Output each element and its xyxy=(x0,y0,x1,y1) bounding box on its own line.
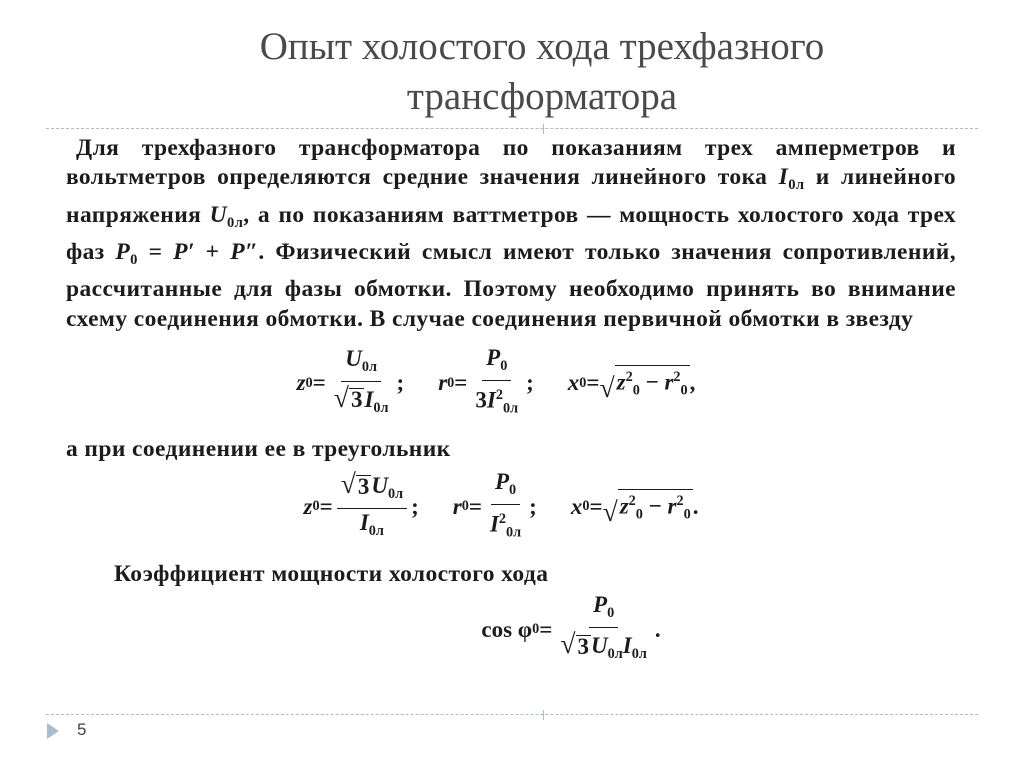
subscript-0: 0 xyxy=(632,382,640,399)
radicand-3: 3 xyxy=(577,633,590,659)
plus-sign: + xyxy=(194,239,231,266)
fraction-r0-star xyxy=(471,346,522,421)
symbol-U: U xyxy=(345,345,362,371)
subscript-0l: 0л xyxy=(373,399,389,416)
superscript-2: 2 xyxy=(628,492,636,509)
subscript-0: 0 xyxy=(532,621,540,638)
period: . xyxy=(654,616,661,642)
equals-sign: = xyxy=(468,493,482,519)
symbol-I: I xyxy=(359,510,369,536)
fraction-r0-delta xyxy=(486,470,525,545)
symbol-r: r xyxy=(667,493,677,519)
symbol-I: I xyxy=(778,164,789,191)
radicand-3: 3 xyxy=(350,387,363,413)
symbol-z: z xyxy=(619,493,629,519)
symbol-r: r xyxy=(438,370,448,396)
symbol-P-prime: P′ xyxy=(173,239,195,266)
radical-sign: √ xyxy=(340,468,356,500)
subscript-0: 0 xyxy=(607,605,615,622)
symbol-P: P xyxy=(593,592,608,618)
semicolon: ; xyxy=(411,493,419,519)
coefficient-3: 3 xyxy=(475,387,487,413)
symbol-P-double-prime: P″ xyxy=(230,239,259,266)
comma: , xyxy=(689,370,696,396)
para-text-2: и линейного напряжения xyxy=(66,164,956,228)
symbol-U: U xyxy=(209,201,228,228)
symbol-r: r xyxy=(664,369,674,395)
radical-sign: √ xyxy=(333,381,349,413)
subscript-0: 0 xyxy=(509,481,517,498)
symbol-x: x xyxy=(570,493,583,519)
subscript-0: 0 xyxy=(635,506,643,523)
superscript-2: 2 xyxy=(498,510,507,527)
subscript-0: 0 xyxy=(461,498,469,515)
sqrt-z2-r2 xyxy=(599,365,689,402)
symbol-I: I xyxy=(364,386,374,412)
radical-sign: √ xyxy=(599,371,615,403)
semicolon: ; xyxy=(526,370,534,396)
sqrt-3 xyxy=(333,381,365,413)
subscript-0l: 0л xyxy=(387,486,404,503)
para-text-3: , а по показаниям ваттметров — мощность холостого хода трех фаз xyxy=(66,201,956,266)
sqrt-z2-r2 xyxy=(603,489,693,526)
equals-sign: = xyxy=(589,493,603,519)
triangle-bullet-icon xyxy=(47,723,59,739)
fraction-cos-phi xyxy=(556,593,650,666)
semicolon: ; xyxy=(396,370,405,396)
slide-title xyxy=(112,22,972,122)
subscript-0l: 0л xyxy=(368,523,384,540)
power-factor-intro: Коэффициент мощности холостого хода xyxy=(114,561,549,588)
scanned-text-block xyxy=(66,134,966,666)
subscript-0: 0 xyxy=(130,252,138,269)
bottom-divider xyxy=(46,714,978,715)
equals-sign: = xyxy=(454,370,468,396)
fraction-z0-star xyxy=(330,347,393,420)
subscript-0l: 0л xyxy=(506,524,522,541)
subscript-0l: 0л xyxy=(788,177,805,194)
minus-sign: − xyxy=(642,493,668,519)
cos-phi: cos φ xyxy=(481,616,533,642)
subscript-0: 0 xyxy=(305,374,313,391)
sqrt-3 xyxy=(341,470,372,498)
radical-sign: √ xyxy=(560,628,576,660)
minus-sign: − xyxy=(639,369,665,395)
formula-power-factor xyxy=(176,593,966,666)
period: . xyxy=(692,493,699,519)
symbol-z: z xyxy=(303,493,313,519)
superscript-2: 2 xyxy=(673,369,681,386)
subscript-0l: 0л xyxy=(502,400,519,417)
symbol-U: U xyxy=(591,633,608,659)
symbol-P: P xyxy=(486,345,501,371)
symbol-x: x xyxy=(567,370,580,396)
fraction-z0-delta xyxy=(337,470,407,543)
subscript-0: 0 xyxy=(500,358,508,375)
symbol-z: z xyxy=(296,370,306,396)
subscript-0: 0 xyxy=(312,498,320,515)
top-divider xyxy=(46,128,978,129)
radicand-3: 3 xyxy=(357,473,370,499)
equals-sign: = xyxy=(539,616,553,642)
subscript-0l: 0л xyxy=(607,646,623,663)
formula-delta xyxy=(36,470,966,545)
subscript-0l: 0л xyxy=(361,358,378,375)
formula-star xyxy=(26,346,966,421)
symbol-I: I xyxy=(622,633,632,659)
symbol-P: P xyxy=(494,468,510,494)
symbol-I: I xyxy=(489,511,499,537)
symbol-U: U xyxy=(371,473,388,499)
superscript-2: 2 xyxy=(676,492,684,509)
delta-intro: а при соединении ее в треугольник xyxy=(66,435,451,462)
superscript-2: 2 xyxy=(495,387,503,404)
subscript-0l: 0л xyxy=(227,214,244,231)
semicolon: ; xyxy=(529,493,537,519)
radical-sign: √ xyxy=(602,495,618,527)
subscript-0: 0 xyxy=(447,374,455,391)
slide-title-line-1: Опыт холостого хода трехфазного xyxy=(259,25,825,68)
sqrt-3 xyxy=(560,630,591,658)
top-divider-tick xyxy=(543,124,544,134)
subscript-0l: 0л xyxy=(631,646,647,663)
equals-sign: = xyxy=(137,239,174,266)
subscript-0: 0 xyxy=(579,374,587,391)
slide-title-line-2: трансформатора xyxy=(406,75,678,118)
symbol-r: r xyxy=(452,493,462,519)
superscript-2: 2 xyxy=(625,369,633,386)
equals-sign: = xyxy=(319,493,333,519)
slide-number: 5 xyxy=(77,720,87,739)
subscript-0: 0 xyxy=(680,382,688,399)
symbol-z: z xyxy=(616,369,626,395)
symbol-I: I xyxy=(486,387,496,413)
paragraph-intro xyxy=(66,134,956,334)
subscript-0: 0 xyxy=(683,506,691,523)
symbol-P: P xyxy=(115,239,131,266)
equals-sign: = xyxy=(586,370,600,396)
para-text-1: Для трехфазного трансформатора по показаниям трех амперметров и вольтметров определяются средние значения линейного тока xyxy=(66,135,956,191)
para-text-4: . Физический смысл имеют только значения сопротивлений, рассчитанные для фазы обмотки. Поэтому необходимо принять во внимание схему соединения обмотки. В случае соединения первичной обмотки в звезду xyxy=(66,239,956,332)
subscript-0: 0 xyxy=(582,498,590,515)
bottom-divider-tick xyxy=(543,710,544,720)
equals-sign: = xyxy=(312,370,326,396)
